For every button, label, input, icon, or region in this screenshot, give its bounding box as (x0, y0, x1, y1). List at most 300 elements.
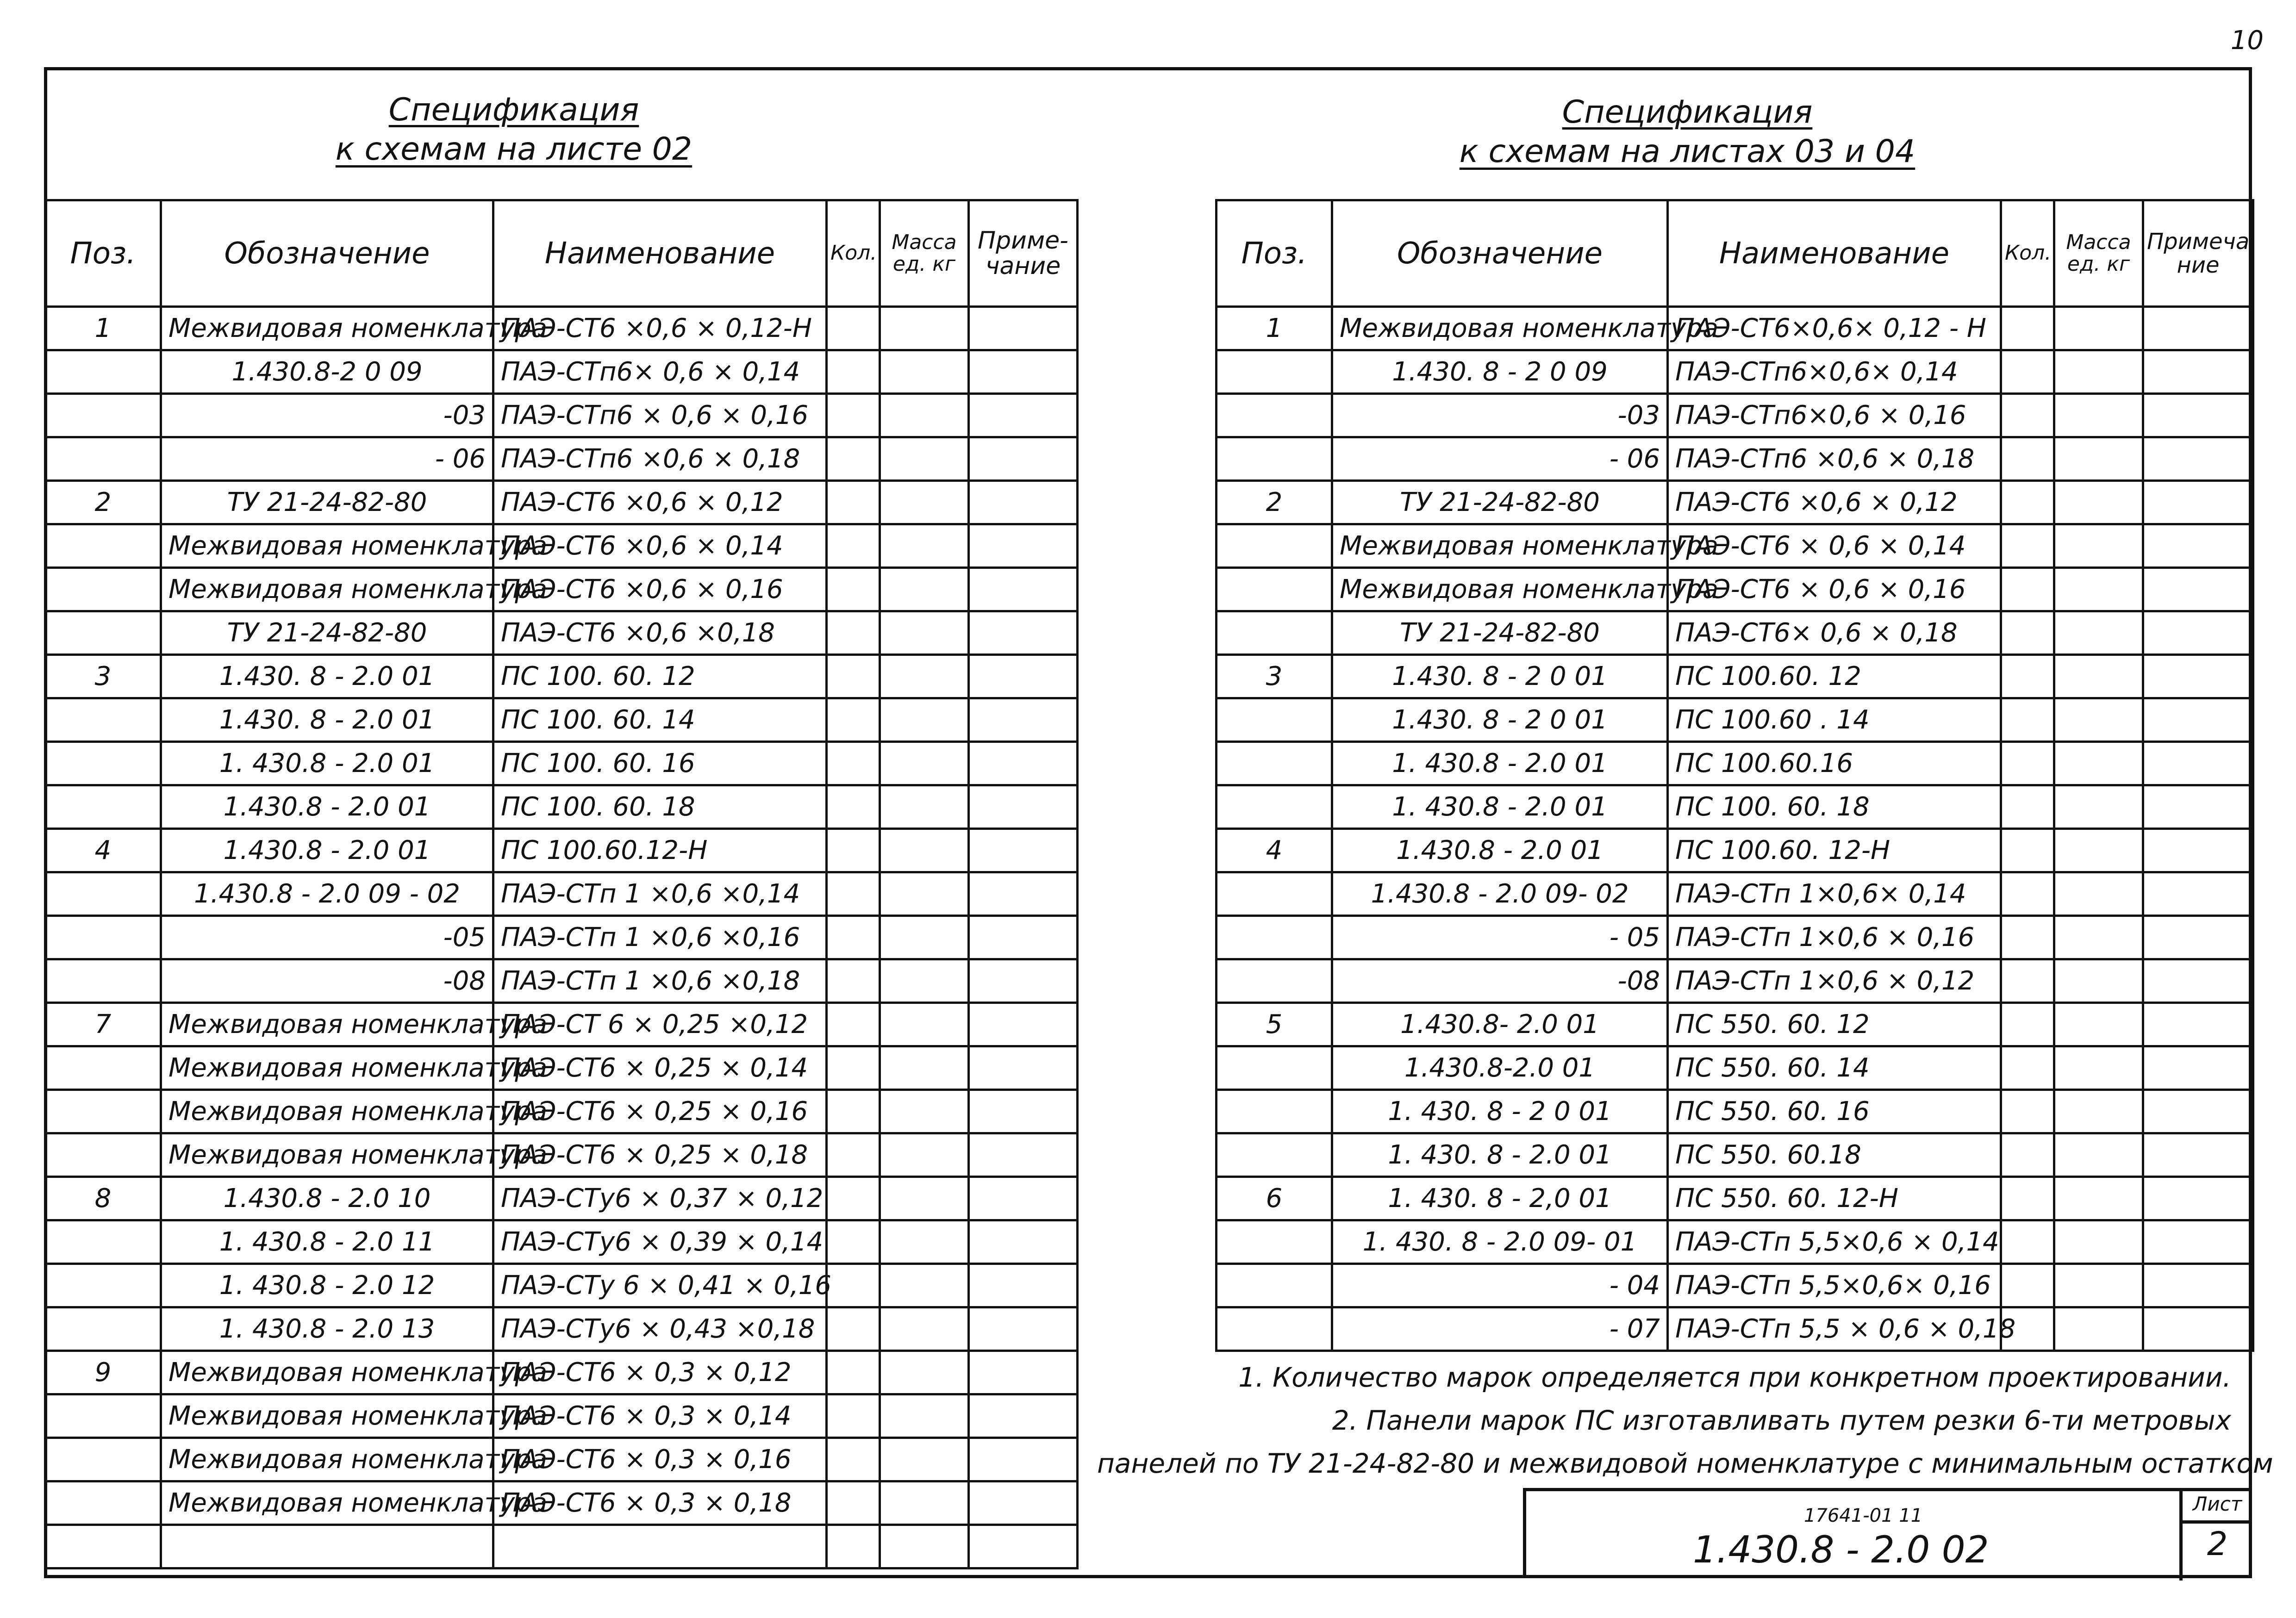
mass-cell (2054, 1133, 2143, 1177)
mass-cell (2054, 1003, 2143, 1046)
header-mass: Масса ед. кг (880, 200, 969, 307)
designation-cell: - 04 (1332, 1264, 1668, 1307)
table-row (45, 1003, 1078, 1046)
table-row (1217, 916, 2253, 959)
designation-cell: 1. 430.8 - 2.0 01 (161, 742, 493, 785)
mass-cell (880, 1438, 969, 1481)
qty-cell (827, 1090, 880, 1133)
table-row (1217, 394, 2253, 437)
mass-cell (2054, 1307, 2143, 1351)
designation-cell: 1.430. 8 - 2.0 01 (161, 655, 493, 698)
name-cell: ПАЭ-СТп 1 ×0,6 ×0,18 (493, 959, 827, 1003)
pos-cell (1217, 611, 1332, 655)
mass-cell (2054, 524, 2143, 568)
qty-cell (2001, 1003, 2054, 1046)
note-3: панелей по ТУ 21-24-82-80 и межвидовой номенклатуре с минимальным остатком (1097, 1447, 2273, 1479)
note-cell (969, 959, 1078, 1003)
designation-cell: -08 (1332, 959, 1668, 1003)
name-cell: ПАЭ-СТ6 × 0,25 × 0,18 (493, 1133, 827, 1177)
qty-cell (827, 350, 880, 394)
mass-cell (2054, 698, 2143, 742)
mass-cell (2054, 394, 2143, 437)
note-cell (969, 1133, 1078, 1177)
header-note: Приме- чание (969, 200, 1078, 307)
qty-cell (827, 742, 880, 785)
qty-cell (827, 1438, 880, 1481)
table-row (1217, 655, 2253, 698)
pos-cell (45, 437, 161, 481)
mass-cell (2054, 916, 2143, 959)
name-cell: ПАЭ-СТ6 ×0,6 × 0,14 (493, 524, 827, 568)
header-designation: Обозначение (1332, 200, 1668, 307)
mass-cell (880, 307, 969, 350)
table-row (1217, 307, 2253, 350)
table-row (1217, 1307, 2253, 1351)
name-cell: ПС 100. 60. 12 (493, 655, 827, 698)
pos-cell (1217, 872, 1332, 916)
note-cell (2143, 655, 2253, 698)
pos-cell (45, 742, 161, 785)
pos-cell (1217, 1307, 1332, 1351)
header-name: Наименование (1668, 200, 2001, 307)
table-row (45, 742, 1078, 785)
qty-cell (827, 307, 880, 350)
note-cell (2143, 742, 2253, 785)
mass-cell (2054, 307, 2143, 350)
note-cell (2143, 959, 2253, 1003)
qty-cell (827, 1046, 880, 1090)
qty-cell (827, 698, 880, 742)
table-row (45, 698, 1078, 742)
qty-cell (2001, 959, 2054, 1003)
left-spec-title (259, 90, 768, 169)
pos-cell (1217, 568, 1332, 611)
right-title-line2: к схемам на листах 03 и 04 (1459, 133, 1915, 170)
designation-cell: Межвидовая номенклатура (161, 1003, 493, 1046)
designation-cell: Межвидовая номенклатура (161, 1394, 493, 1438)
table-row (1217, 524, 2253, 568)
mass-cell (880, 394, 969, 437)
table-row (45, 524, 1078, 568)
designation-cell: 1.430.8-2 0 09 (161, 350, 493, 394)
designation-cell: 1.430. 8 - 2.0 01 (161, 698, 493, 742)
pos-cell (45, 1133, 161, 1177)
mass-cell (2054, 655, 2143, 698)
name-cell: ПАЭ-СТ6 × 0,6 × 0,14 (1668, 524, 2001, 568)
header-mass: Масса ед. кг (2054, 200, 2143, 307)
qty-cell (2001, 350, 2054, 394)
mass-cell (880, 1525, 969, 1568)
qty-cell (2001, 742, 2054, 785)
pos-cell (1217, 437, 1332, 481)
qty-cell (2001, 524, 2054, 568)
designation-cell: 1.430.8 - 2.0 01 (161, 785, 493, 829)
mass-cell (880, 698, 969, 742)
designation-cell: 1. 430.8 - 2.0 13 (161, 1307, 493, 1351)
note-cell (969, 1003, 1078, 1046)
designation-cell: - 05 (1332, 916, 1668, 959)
header-note: Примеча ние (2143, 200, 2253, 307)
pos-cell (1217, 698, 1332, 742)
pos-cell: 1 (1217, 307, 1332, 350)
qty-cell (827, 829, 880, 872)
right-table-header (1217, 200, 2253, 307)
designation-cell: 1.430.8- 2.0 01 (1332, 1003, 1668, 1046)
table-row (45, 1307, 1078, 1351)
name-cell: ПАЭ-СТ6 ×0,6 × 0,12-Н (493, 307, 827, 350)
table-row (1217, 829, 2253, 872)
mass-cell (880, 1090, 969, 1133)
note-cell (2143, 1133, 2253, 1177)
mass-cell (2054, 481, 2143, 524)
pos-cell (45, 1264, 161, 1307)
mass-cell (2054, 568, 2143, 611)
mass-cell (880, 524, 969, 568)
designation-cell: Межвидовая номенклатура (1332, 307, 1668, 350)
name-cell: ПС 550. 60. 12 (1668, 1003, 2001, 1046)
name-cell: ПАЭ-СТп6 ×0,6 × 0,18 (493, 437, 827, 481)
qty-cell (827, 1394, 880, 1438)
name-cell: ПС 100.60.16 (1668, 742, 2001, 785)
designation-cell: ТУ 21-24-82-80 (1332, 481, 1668, 524)
table-row (45, 1177, 1078, 1220)
qty-cell (827, 524, 880, 568)
pos-cell (45, 1525, 161, 1568)
pos-cell (45, 394, 161, 437)
name-cell: ПС 100. 60. 16 (493, 742, 827, 785)
pos-cell (45, 1438, 161, 1481)
qty-cell (2001, 307, 2054, 350)
designation-cell: 1. 430.8 - 2.0 01 (1332, 742, 1668, 785)
qty-cell (827, 437, 880, 481)
left-table-header (45, 200, 1078, 307)
note-cell (2143, 437, 2253, 481)
designation-cell: Межвидовая номенклатура (161, 1438, 493, 1481)
qty-cell (2001, 872, 2054, 916)
note-cell (2143, 872, 2253, 916)
note-cell (2143, 1177, 2253, 1220)
note-cell (2143, 785, 2253, 829)
mass-cell (2054, 1177, 2143, 1220)
designation-cell: Межвидовая номенклатура (161, 1046, 493, 1090)
table-row (1217, 1046, 2253, 1090)
table-row (1217, 1177, 2253, 1220)
mass-cell (880, 655, 969, 698)
table-row (45, 872, 1078, 916)
table-row (45, 785, 1078, 829)
pos-cell: 9 (45, 1351, 161, 1394)
qty-cell (2001, 481, 2054, 524)
note-cell (2143, 1307, 2253, 1351)
pos-cell: 3 (1217, 655, 1332, 698)
table-row (45, 1525, 1078, 1568)
mass-cell (880, 1133, 969, 1177)
left-title-line2: к схемам на листе 02 (335, 131, 693, 168)
mass-cell (880, 959, 969, 1003)
header-pos: Поз. (1217, 200, 1332, 307)
note-cell (969, 568, 1078, 611)
name-cell: ПАЭ-СТ6 × 0,25 × 0,14 (493, 1046, 827, 1090)
table-row (1217, 785, 2253, 829)
qty-cell (827, 394, 880, 437)
note-cell (2143, 307, 2253, 350)
qty-cell (2001, 394, 2054, 437)
note-cell (2143, 611, 2253, 655)
mass-cell (880, 742, 969, 785)
table-row (45, 1481, 1078, 1525)
pos-cell (45, 1046, 161, 1090)
pos-cell: 2 (45, 481, 161, 524)
designation-cell (161, 1525, 493, 1568)
qty-cell (827, 1481, 880, 1525)
table-row (45, 916, 1078, 959)
name-cell: ПАЭ-СТ6 × 0,25 × 0,16 (493, 1090, 827, 1133)
pos-cell (45, 916, 161, 959)
mass-cell (880, 611, 969, 655)
table-row (1217, 1220, 2253, 1264)
table-row (45, 1090, 1078, 1133)
name-cell: ПАЭ-СТп6 ×0,6 × 0,18 (1668, 437, 2001, 481)
qty-cell (2001, 1220, 2054, 1264)
pos-cell (1217, 1046, 1332, 1090)
name-cell: ПАЭ-СТ6 × 0,3 × 0,12 (493, 1351, 827, 1394)
left-spec-table (44, 199, 1079, 1569)
note-cell (969, 1481, 1078, 1525)
pos-cell (1217, 959, 1332, 1003)
qty-cell (2001, 916, 2054, 959)
note-cell (2143, 481, 2253, 524)
page-number: 10 (2230, 25, 2264, 56)
mass-cell (880, 350, 969, 394)
name-cell: ПАЭ-СТ 6 × 0,25 ×0,12 (493, 1003, 827, 1046)
left-title-line1: Спецификация (388, 92, 639, 128)
name-cell: ПС 100.60 . 14 (1668, 698, 2001, 742)
name-cell: ПАЭ-СТп6×0,6× 0,14 (1668, 350, 2001, 394)
note-cell (969, 916, 1078, 959)
name-cell: ПС 100. 60. 18 (493, 785, 827, 829)
mass-cell (2054, 1264, 2143, 1307)
mass-cell (2054, 872, 2143, 916)
right-spec-table (1215, 199, 2254, 1352)
pos-cell: 4 (45, 829, 161, 872)
mass-cell (880, 785, 969, 829)
designation-cell: ТУ 21-24-82-80 (1332, 611, 1668, 655)
name-cell: ПАЭ-СТ6 ×0,6 × 0,16 (493, 568, 827, 611)
qty-cell (2001, 1133, 2054, 1177)
table-row (1217, 568, 2253, 611)
qty-cell (827, 872, 880, 916)
notes-block (1097, 1356, 2273, 1485)
pos-cell (1217, 916, 1332, 959)
note-cell (2143, 698, 2253, 742)
note-cell (2143, 829, 2253, 872)
name-cell: ПАЭ-СТу6 × 0,39 × 0,14 (493, 1220, 827, 1264)
name-cell: ПАЭ-СТу6 × 0,37 × 0,12 (493, 1177, 827, 1220)
name-cell: ПАЭ-СТп 1 ×0,6 ×0,16 (493, 916, 827, 959)
name-cell: ПС 100. 60. 14 (493, 698, 827, 742)
pos-cell (1217, 742, 1332, 785)
name-cell: ПАЭ-СТ6 × 0,3 × 0,16 (493, 1438, 827, 1481)
pos-cell (45, 1090, 161, 1133)
name-cell (493, 1525, 827, 1568)
pos-cell (45, 568, 161, 611)
qty-cell (2001, 437, 2054, 481)
table-row (45, 568, 1078, 611)
note-cell (969, 829, 1078, 872)
mass-cell (880, 437, 969, 481)
designation-cell: 1.430. 8 - 2 0 09 (1332, 350, 1668, 394)
qty-cell (827, 1177, 880, 1220)
qty-cell (2001, 698, 2054, 742)
name-cell: ПАЭ-СТп 1×0,6 × 0,12 (1668, 959, 2001, 1003)
table-row (1217, 481, 2253, 524)
designation-cell: Межвидовая номенклатура (161, 568, 493, 611)
name-cell: ПАЭ-СТ6 ×0,6 ×0,18 (493, 611, 827, 655)
table-row (45, 1394, 1078, 1438)
pos-cell: 3 (45, 655, 161, 698)
name-cell: ПС 550. 60.18 (1668, 1133, 2001, 1177)
note-cell (969, 1046, 1078, 1090)
mass-cell (880, 568, 969, 611)
qty-cell (827, 1133, 880, 1177)
table-row (45, 481, 1078, 524)
name-cell: ПАЭ-СТп6× 0,6 × 0,14 (493, 350, 827, 394)
note-cell (969, 611, 1078, 655)
pos-cell (45, 1481, 161, 1525)
table-row (1217, 742, 2253, 785)
note-cell (2143, 1220, 2253, 1264)
table-row (45, 611, 1078, 655)
table-row (45, 655, 1078, 698)
table-row (45, 1438, 1078, 1481)
qty-cell (2001, 1090, 2054, 1133)
designation-cell: ТУ 21-24-82-80 (161, 481, 493, 524)
mass-cell (2054, 785, 2143, 829)
qty-cell (827, 481, 880, 524)
qty-cell (2001, 1177, 2054, 1220)
note-cell (2143, 1090, 2253, 1133)
note-cell (2143, 350, 2253, 394)
note-cell (2143, 524, 2253, 568)
mass-cell (880, 1394, 969, 1438)
mass-cell (2054, 742, 2143, 785)
note-cell (2143, 394, 2253, 437)
designation-cell: Межвидовая номенклатура (161, 1133, 493, 1177)
table-row (1217, 611, 2253, 655)
pos-cell (45, 1307, 161, 1351)
table-row (1217, 698, 2253, 742)
pos-cell (1217, 1133, 1332, 1177)
qty-cell (827, 655, 880, 698)
note-cell (2143, 1003, 2253, 1046)
pos-cell (1217, 785, 1332, 829)
header-qty: Кол. (2001, 200, 2054, 307)
note-cell (969, 1438, 1078, 1481)
header-name: Наименование (493, 200, 827, 307)
header-pos: Поз. (45, 200, 161, 307)
note-cell (969, 1220, 1078, 1264)
note-cell (969, 307, 1078, 350)
designation-cell: 1.430.8-2.0 01 (1332, 1046, 1668, 1090)
qty-cell (827, 959, 880, 1003)
table-row (1217, 1133, 2253, 1177)
mass-cell (2054, 1046, 2143, 1090)
sheet-number-box (2179, 1488, 2252, 1581)
pos-cell (45, 524, 161, 568)
name-cell: ПС 100.60. 12-Н (1668, 829, 2001, 872)
header-qty: Кол. (827, 200, 880, 307)
note-cell (969, 1264, 1078, 1307)
right-spec-title (1398, 93, 1977, 171)
note-cell (969, 437, 1078, 481)
right-title-line1: Спецификация (1562, 94, 1813, 131)
note-cell (969, 698, 1078, 742)
pos-cell (45, 959, 161, 1003)
qty-cell (827, 1307, 880, 1351)
pos-cell (45, 350, 161, 394)
note-cell (969, 394, 1078, 437)
pos-cell (1217, 1264, 1332, 1307)
title-block (1523, 1488, 2249, 1578)
qty-cell (827, 1525, 880, 1568)
mass-cell (880, 1351, 969, 1394)
table-row (45, 1220, 1078, 1264)
mass-cell (880, 1046, 969, 1090)
qty-cell (827, 1220, 880, 1264)
name-cell: ПАЭ-СТ6× 0,6 × 0,18 (1668, 611, 2001, 655)
mass-cell (2054, 1090, 2143, 1133)
designation-cell: 1.430. 8 - 2 0 01 (1332, 655, 1668, 698)
note-cell (969, 481, 1078, 524)
table-row (1217, 1264, 2253, 1307)
mass-cell (880, 872, 969, 916)
note-cell (969, 1307, 1078, 1351)
designation-cell: 1.430.8 - 2.0 01 (161, 829, 493, 872)
header-designation: Обозначение (161, 200, 493, 307)
table-row (1217, 437, 2253, 481)
name-cell: ПАЭ-СТп 5,5×0,6 × 0,14 (1668, 1220, 2001, 1264)
table-row (45, 1264, 1078, 1307)
designation-cell: -08 (161, 959, 493, 1003)
name-cell: ПАЭ-СТп6×0,6 × 0,16 (1668, 394, 2001, 437)
mass-cell (880, 916, 969, 959)
pos-cell (1217, 350, 1332, 394)
sheet-label: Лист (2183, 1488, 2252, 1524)
sheet-value: 2 (2207, 1525, 2228, 1563)
mass-cell (2054, 1220, 2143, 1264)
stamp-document-code: 1.430.8 - 2.0 02 (1693, 1528, 1989, 1571)
table-row (45, 829, 1078, 872)
designation-cell: 1. 430.8 - 2.0 12 (161, 1264, 493, 1307)
table-row (45, 307, 1078, 350)
designation-cell: - 06 (1332, 437, 1668, 481)
pos-cell (45, 872, 161, 916)
stamp-small-code: 17641-01 11 (1804, 1505, 1923, 1526)
designation-cell: Межвидовая номенклатура (161, 1351, 493, 1394)
name-cell: ПАЭ-СТп 1×0,6 × 0,16 (1668, 916, 2001, 959)
name-cell: ПАЭ-СТп 1 ×0,6 ×0,14 (493, 872, 827, 916)
pos-cell: 1 (45, 307, 161, 350)
designation-cell: - 07 (1332, 1307, 1668, 1351)
mass-cell (880, 1220, 969, 1264)
designation-cell: 1. 430.8 - 2.0 01 (1332, 785, 1668, 829)
pos-cell: 2 (1217, 481, 1332, 524)
note-cell (969, 524, 1078, 568)
designation-cell: 1. 430. 8 - 2,0 01 (1332, 1177, 1668, 1220)
table-row (45, 350, 1078, 394)
table-row (45, 1046, 1078, 1090)
mass-cell (880, 1003, 969, 1046)
